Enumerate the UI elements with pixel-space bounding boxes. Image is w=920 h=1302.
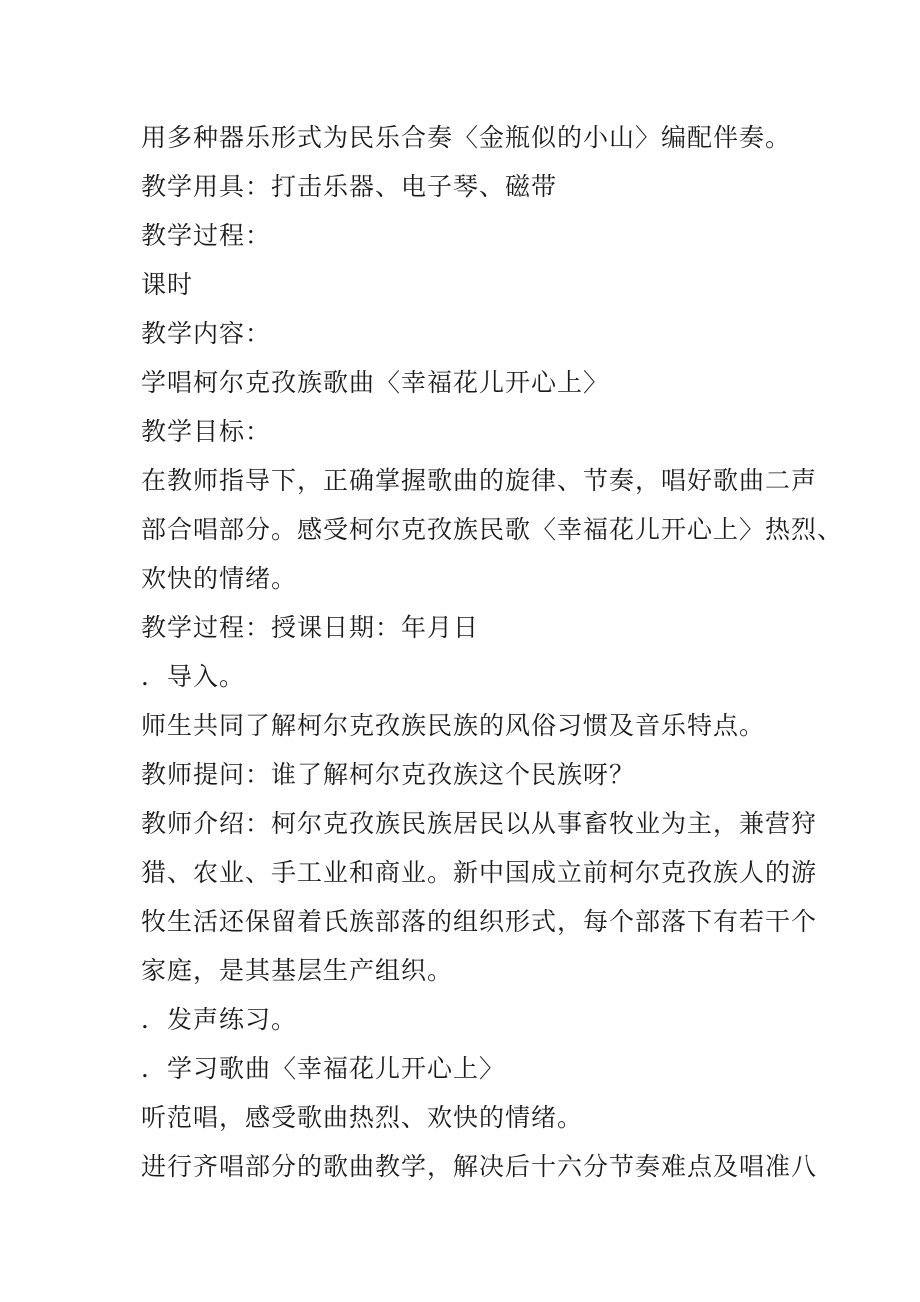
text-line: 教学用具：打击乐器、电子琴、磁带 — [141, 172, 558, 201]
text-line: 教学内容： — [141, 319, 272, 348]
text-line: 用多种器乐形式为民乐合奏〈金瓶似的小山〉编配伴奏。 — [141, 123, 792, 152]
text-line: 猎、农业、手工业和商业。新中国成立前柯尔克孜族人的游 — [141, 858, 818, 887]
text-line: 教学目标： — [141, 417, 272, 446]
text-line: 教师提问：谁了解柯尔克孜族这个民族呀？ — [141, 760, 636, 789]
text-line: ．导入。 — [141, 662, 246, 691]
text-line: 教师介绍：柯尔克孜族民族居民以从事畜牧业为主，兼营狩 — [141, 809, 818, 838]
text-line: 教学过程：授课日期：年月日 — [141, 613, 480, 642]
text-line: 教学过程： — [141, 221, 272, 250]
text-line: 学唱柯尔克孜族歌曲〈幸福花儿开心上〉 — [141, 368, 610, 397]
text-line: 课时 — [141, 270, 194, 299]
text-line: ．学习歌曲〈幸福花儿开心上〉 — [141, 1054, 506, 1083]
text-line: 听范唱，感受歌曲热烈、欢快的情绪。 — [141, 1103, 584, 1132]
text-line: 进行齐唱部分的歌曲教学，解决后十六分节奏难点及唱准八 — [141, 1152, 818, 1181]
text-line: 家庭，是其基层生产组织。 — [141, 956, 454, 985]
text-line: 牧生活还保留着氏族部落的组织形式，每个部落下有若干个 — [141, 907, 818, 936]
text-line: 欢快的情绪。 — [141, 564, 298, 593]
text-line: 在教师指导下，正确掌握歌曲的旋律、节奏，唱好歌曲二声 — [141, 466, 818, 495]
document-body — [141, 113, 844, 1191]
text-line: 部合唱部分。感受柯尔克孜族民歌〈幸福花儿开心上〉热烈、 — [141, 515, 844, 544]
text-line: ．发声练习。 — [141, 1005, 298, 1034]
text-line: 师生共同了解柯尔克孜族民族的风俗习惯及音乐特点。 — [141, 711, 766, 740]
